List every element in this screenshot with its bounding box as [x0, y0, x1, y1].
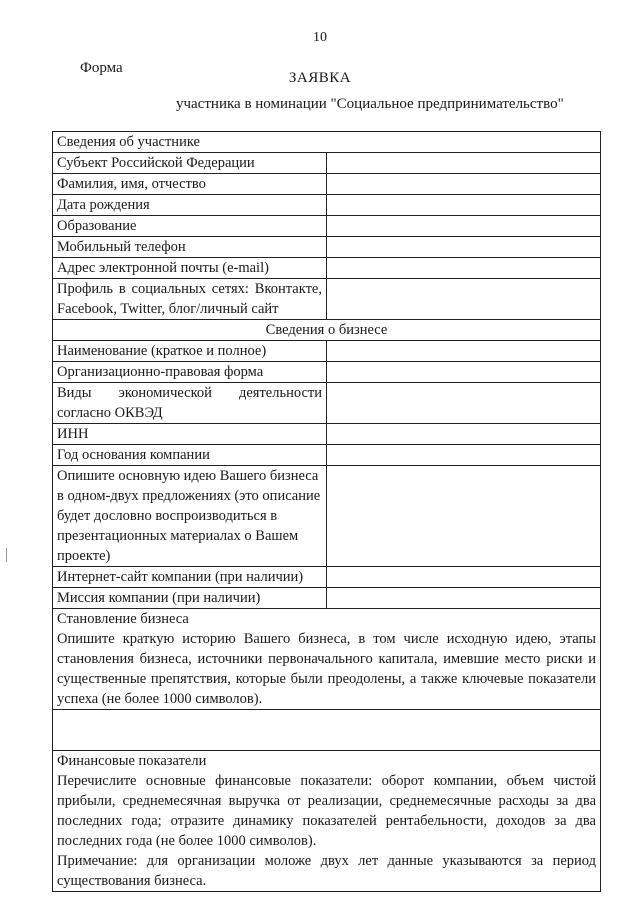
field-value-full-name[interactable] — [327, 174, 601, 195]
field-value-inn[interactable] — [327, 424, 601, 445]
table-row — [53, 195, 601, 216]
okved-label-line2: согласно ОКВЭД — [57, 405, 163, 421]
field-label-birth-date: Дата рождения — [53, 195, 327, 216]
field-label-inn: ИНН — [53, 424, 327, 445]
history-section-row — [53, 609, 601, 710]
field-label-website: Интернет-сайт компании (при наличии) — [53, 567, 327, 588]
form-label: Форма — [80, 60, 123, 76]
field-label-full-name: Фамилия, имя, отчество — [53, 174, 327, 195]
field-value-mission[interactable] — [327, 588, 601, 609]
table-row — [53, 258, 601, 279]
table-row — [53, 153, 601, 174]
field-value-education[interactable] — [327, 216, 601, 237]
table-row — [53, 466, 601, 567]
field-label-legal-form: Организационно-правовая форма — [53, 362, 327, 383]
finance-note: Примечание: для организации моложе двух лет данные указываются за период существования бизнеса. — [57, 853, 596, 889]
table-row — [53, 174, 601, 195]
field-value-business-idea[interactable] — [327, 466, 601, 567]
field-label-business-idea: Опишите основную идею Вашего бизнеса в одном-двух предложениях (это описание будет дословно воспроизводиться в презентационных материалах о Вашем проекте) — [53, 466, 327, 567]
table-row — [53, 424, 601, 445]
social-profiles-label-line2: Facebook, Twitter, блог/личный сайт — [57, 301, 279, 317]
field-label-region: Субъект Российской Федерации — [53, 153, 327, 174]
history-section — [53, 609, 601, 710]
application-form-table — [52, 131, 601, 892]
section-header-row — [53, 132, 601, 153]
table-row — [53, 445, 601, 466]
field-label-okved — [53, 383, 327, 424]
field-label-mobile-phone: Мобильный телефон — [53, 237, 327, 258]
section-header-row — [53, 320, 601, 341]
okved-label-line1: Виды экономической деятельности — [57, 385, 322, 401]
table-row — [53, 567, 601, 588]
field-value-email[interactable] — [327, 258, 601, 279]
finance-title: Финансовые показатели — [57, 753, 207, 769]
field-label-email: Адрес электронной почты (e-mail) — [53, 258, 327, 279]
field-value-okved[interactable] — [327, 383, 601, 424]
table-row — [53, 383, 601, 424]
finance-instructions: Перечислите основные финансовые показатели: оборот компании, объем чистой прибыли, среднемесячная выручка от реализации, среднемесячные расходы за два последних года; отразите динамику показателей рентабельности, доходов за два последних года (не более 1000 символов). — [57, 773, 596, 849]
field-label-mission: Миссия компании (при наличии) — [53, 588, 327, 609]
field-label-education: Образование — [53, 216, 327, 237]
field-value-mobile-phone[interactable] — [327, 237, 601, 258]
table-row — [53, 279, 601, 320]
table-row — [53, 588, 601, 609]
field-label-company-name: Наименование (краткое и полное) — [53, 341, 327, 362]
field-value-birth-date[interactable] — [327, 195, 601, 216]
field-value-region[interactable] — [327, 153, 601, 174]
field-value-website[interactable] — [327, 567, 601, 588]
finance-section-row — [53, 751, 601, 892]
table-row — [53, 237, 601, 258]
field-value-social-profiles[interactable] — [327, 279, 601, 320]
document-title: ЗАЯВКА — [288, 70, 352, 86]
business-section-title: Сведения о бизнесе — [53, 320, 601, 341]
field-value-founding-year[interactable] — [327, 445, 601, 466]
page-number: 10 — [313, 30, 327, 45]
history-answer-field[interactable] — [53, 710, 601, 751]
history-answer-row — [53, 710, 601, 751]
field-value-legal-form[interactable] — [327, 362, 601, 383]
table-row — [53, 362, 601, 383]
field-value-company-name[interactable] — [327, 341, 601, 362]
finance-section — [53, 751, 601, 892]
history-title: Становление бизнеса — [57, 611, 189, 627]
field-label-founding-year: Год основания компании — [53, 445, 327, 466]
table-row — [53, 216, 601, 237]
participant-section-title: Сведения об участнике — [53, 132, 601, 153]
document-subtitle: участника в номинации "Социальное предпринимательство" — [176, 96, 564, 112]
history-instructions: Опишите краткую историю Вашего бизнеса, в том числе исходную идею, этапы становления бизнеса, источники первоначального капитала, имевшие место риски и существенные препятствия, которые были преодолены, а также ключевые показатели успеха (не более 1000 символов). — [57, 631, 596, 707]
social-profiles-label-line1: Профиль в социальных сетях: Вконтакте, — [57, 281, 322, 297]
scan-edge-mark — [6, 548, 7, 562]
field-label-social-profiles — [53, 279, 327, 320]
table-row — [53, 341, 601, 362]
